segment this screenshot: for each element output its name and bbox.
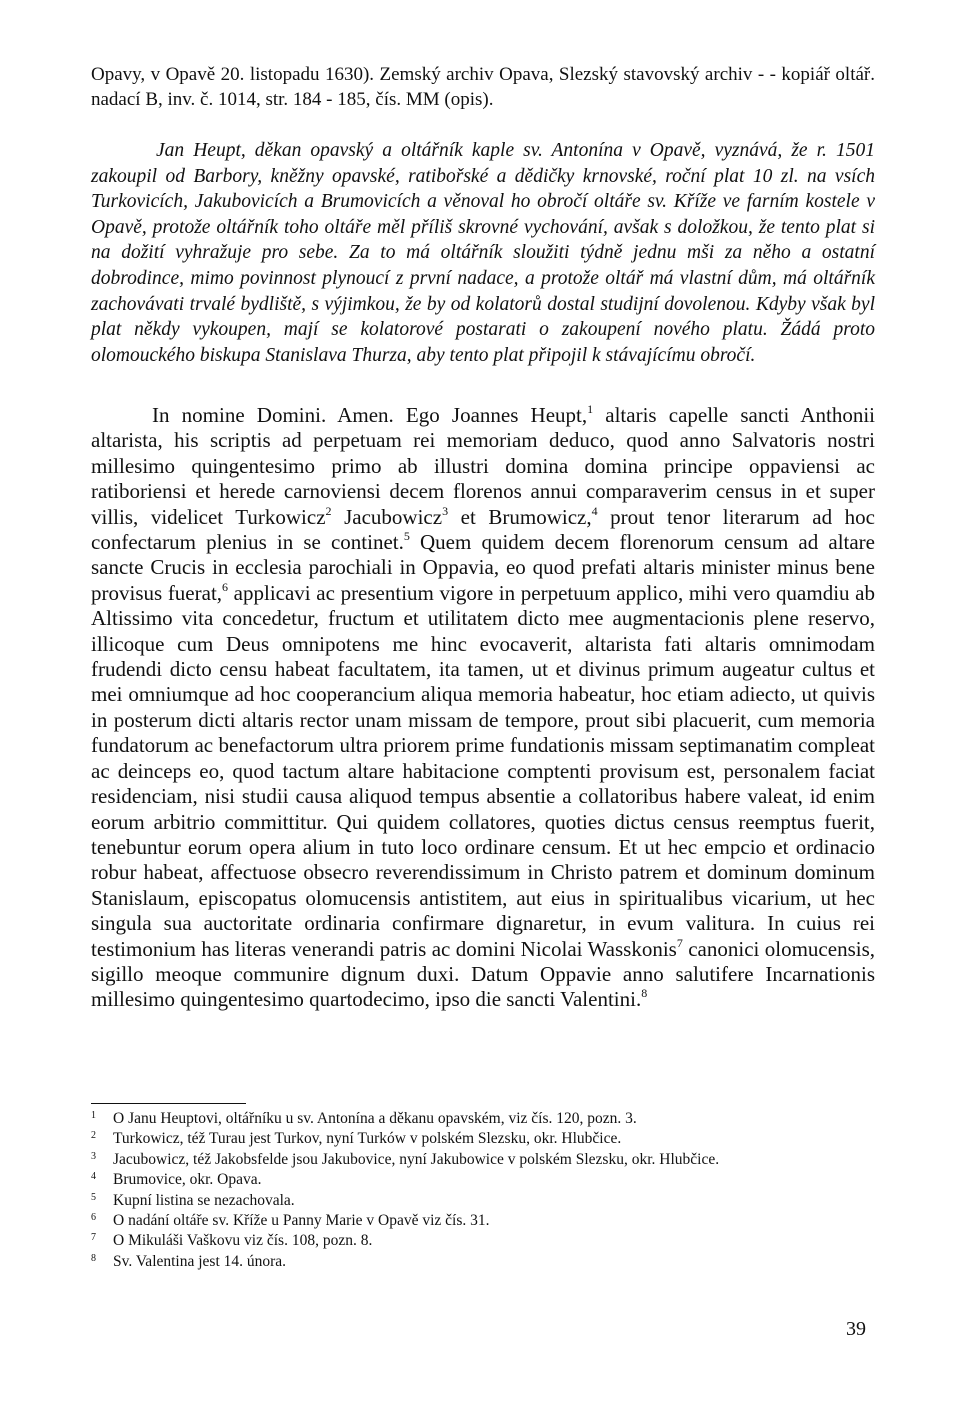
footnote-text: Sv. Valentina jest 14. února. [113, 1252, 287, 1270]
footnote-ref: 2 [325, 503, 332, 518]
footnote-ref: 8 [641, 986, 648, 1001]
footnote-number: 3 [91, 1150, 96, 1162]
footnote-number: 5 [91, 1191, 96, 1203]
footnote-text: O Janu Heuptovi, oltářníku u sv. Antonína a děkanu opavském, viz čís. 120, pozn. 3. [113, 1110, 637, 1127]
text-segment: et Brumowicz, [448, 504, 592, 529]
footnote-text: Jacubowicz, též Jakobsfelde jsou Jakubovice, nyní Jakubowice v polském Slezsku, okr. Hlubčice. [113, 1150, 720, 1168]
footnote-ref: 5 [403, 529, 410, 544]
footnote-text: Brumovice, okr. Opava. [113, 1171, 262, 1189]
footnote [91, 1109, 875, 1129]
footnote-divider [91, 1103, 246, 1104]
footnote-number: 7 [91, 1232, 96, 1244]
text-segment: applicavi ac presentium vigore in perpetuum applico, mihi vero quamdiu ab Altissimo vita concedetur, fructum et utilitatem dicto mee augmentacionis plene reservo, illicoque cum Deus omnipotens me hinc evocaverit, altarista fati altaris omnimodam frudendi dicto censu habeat facultatem, ita tamen, ut et divinus primum augeatur cultus et mei omniumque ad hoc cooperancium aliqua memoria habeatur, hoc etiam adiecto, ut quivis in posterum dicti altaris rector unam missam de tempore, prout sibi placuerit, cum memoria fundatorum ac benefactorum ultra priorem prime fundationis missam septimanatim compleat ac deinceps eo, quod tactum altare habitacione comptenti provisum est, personalem faciat residenciam, nisi studii causa aliquod tempus absentie a collatoribus habere valeat, id enim eorum arbitrio committitur. Qui quidem collatores, quoties dictus census reemptus fuerit, tenebuntur eorum opera alium in tuto loco ordinare censum. Et ut hec empcio et ordinacio robur habeat, affectuose obsecro reverendissimum in Christo patrem et dominum dominum Stanislaum, episcopatus olomucensis antistitem, aut eius in spiritualibus vicarium, ut hec singula sua auctoritate ordinaria confirmare dignaretur, in evum valitura. In cuius rei testimonium has literas venerandi patris ac domini Nicolai Wasskonis [91, 580, 875, 961]
footnote-text: Kupní listina se nezachovala. [113, 1191, 295, 1209]
latin-charter-text [91, 403, 875, 1013]
footnote-number: 6 [91, 1212, 96, 1224]
text-segment: altaris capelle sancti Anthonii altarista, his scriptis ad perpetuam rei memoriam deduco, quod anno Salvatoris nostri millesimo quingentesimo primo ab illustri domina domina principe oppaviensi ac ratiboriensi et herede carnoviensi decem florenos annui comparaverim census in et super villis, videlicet Turkowicz [91, 403, 875, 529]
footnote-text: Turkowicz, též Turau jest Turkov, nyní Turków v polském Slezsku, okr. Hlubčice. [113, 1130, 622, 1148]
footnote [91, 1150, 875, 1170]
footnote [91, 1252, 875, 1272]
text-segment: prout tenor literarum ad hoc confectarum plenius in se continet. [91, 504, 875, 555]
footnote-number: 1 [91, 1110, 96, 1121]
text-segment: canonici olomucensis, sigillo meoque communire dignum duxi. Datum Oppavie anno salutifere Incarnationis millesimo quingentesimo quartodecimo, ipso die sancti Valentini. [91, 936, 875, 1012]
regest-summary: Jan Heupt, děkan opavský a oltářník kaple sv. Antonína v Opavě, vyznává, že r. 1501 zakoupil od Barbory, kněžny opavské, ratibořské a dědičky krnovské, roční plat 10 zl. na vsích Turkovicích, Jakubovicích a Brumovicích a věnoval ho obročí oltáře sv. Kříže ve farním kostele v Opavě, protože oltářník toho oltáře měl příliš skrovné vychování, avšak s doložkou, že tento plat si na dožití vyhražuje pro sebe. Za to má oltářník sloužiti týdně jednu mši za něho a ostatní dobrodince, mimo povinnost plynoucí z první nadace, a protože oltář má vlastní dům, má oltářník zachovávati trvalé bydliště, s výjimkou, že by od kolatorů dostal studijní dovolenou. Kdyby však byl plat někdy vykoupen, mají se kolatorové postarati o zakoupení nového platu. Žádá proto olomouckého biskupa Stanislava Thurza, aby tento plat připojil k stávajícímu obročí. [91, 140, 875, 366]
text-segment: Quem quidem decem florenorum censum ad altare sancte Crucis in ecclesia parochiali in Oppavia, eo quod prefati altaris minister minus bene provisus fuerat, [91, 530, 875, 605]
footnote-ref: 6 [222, 579, 229, 594]
footnotes [91, 1109, 875, 1272]
footnote-number: 2 [91, 1130, 96, 1142]
page-number: 39 [846, 1318, 866, 1340]
footnote-ref: 1 [587, 402, 594, 416]
footnote-text: O nadání oltáře sv. Kříže u Panny Marie v Opavě viz čís. 31. [113, 1212, 490, 1230]
footnote-text: O Mikuláši Vaškovu viz čís. 108, pozn. 8. [113, 1232, 373, 1250]
footnote [91, 1211, 875, 1231]
footnote-number: 8 [91, 1252, 96, 1264]
footnote-ref: 3 [442, 503, 449, 518]
footnote-number: 4 [91, 1171, 96, 1183]
footnote [91, 1231, 875, 1251]
footnote [91, 1191, 875, 1211]
footnote-ref: 7 [676, 935, 683, 950]
text-segment: Jacubowicz [331, 504, 443, 529]
text-segment: In nomine Domini. Amen. Ego Joannes Heupt, [152, 403, 588, 427]
footnote [91, 1129, 875, 1149]
source-note: Opavy, v Opavě 20. listopadu 1630). Zemský archiv Opava, Slezský stavovský archiv - - kopiář oltář. nadací B, inv. č. 1014, str. 184 - 185, čís. MM (opis). [91, 64, 875, 110]
footnote-ref: 4 [591, 503, 598, 518]
footnote [91, 1170, 875, 1190]
